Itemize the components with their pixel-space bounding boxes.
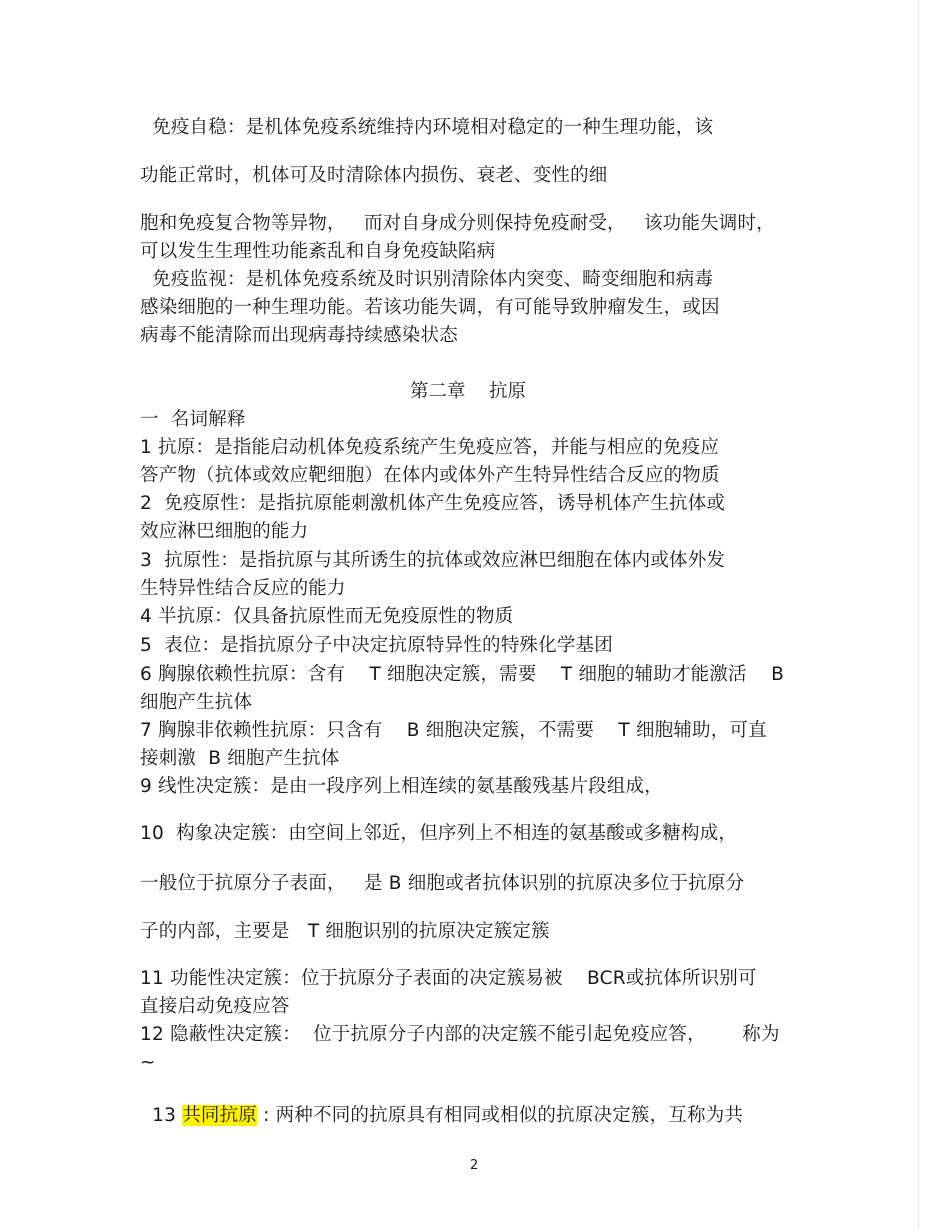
text-line: 细胞产生抗体: [140, 692, 253, 713]
text-line: 11 功能性决定簇：位于抗原分子表面的决定簇易被 BCR或抗体所识别可: [140, 968, 757, 989]
text-line: 6 胸腺依赖性抗原：含有 T 细胞决定簇，需要 T 细胞的辅助才能激活 B: [140, 664, 784, 685]
text-line: 生特异性结合反应的能力: [140, 578, 346, 599]
text-line: 1 抗原：是指能启动机体免疫系统产生免疫应答，并能与相应的免疫应: [140, 437, 720, 458]
text-line: 免疫自稳：是机体免疫系统维持内环境相对稳定的一种生理功能，该: [140, 117, 714, 138]
text-line: 直接启动免疫应答: [140, 996, 290, 1017]
text-line: 一般位于抗原分子表面， 是 B 细胞或者抗体识别的抗原决多位于抗原分: [140, 873, 745, 894]
item-number: 13: [152, 1105, 183, 1126]
text-line: 3 抗原性：是指抗原与其所诱生的抗体或效应淋巴细胞在体内或体外发: [140, 550, 726, 571]
text-line: 12 隐蔽性决定簇： 位于抗原分子内部的决定簇不能引起免疫应答， 称为: [140, 1024, 780, 1045]
page-edge: [918, 0, 919, 1230]
chapter-title: 第二章 抗原: [410, 381, 527, 402]
text-line: 10 构象决定簇：由空间上邻近，但序列上不相连的氨基酸或多糖构成，: [140, 823, 738, 844]
text-line: ~: [140, 1052, 156, 1073]
highlighted-term: 共同抗原: [182, 1105, 258, 1126]
text-line: 接刺激 B 细胞产生抗体: [140, 748, 340, 769]
text-line: 5 表位：是指抗原分子中决定抗原特异性的特殊化学基团: [140, 635, 613, 656]
text-line: 答产物（抗体或效应靶细胞）在体内或体外产生特异性结合反应的物质: [140, 465, 720, 486]
section-heading: 一 名词解释: [140, 409, 246, 430]
text-line: 子的内部，主要是 T 细胞识别的抗原决定簇定簇: [140, 921, 550, 942]
text-line: 病毒不能清除而出现病毒持续感染状态: [140, 325, 458, 346]
text-line: 9 线性决定簇：是由一段序列上相连续的氨基酸残基片段组成，: [140, 776, 663, 797]
text-line: 可以发生生理性功能紊乱和自身免疫缺陷病: [140, 241, 496, 262]
page-number: 2: [470, 1158, 479, 1173]
text-line: 4 半抗原：仅具备抗原性而无免疫原性的物质: [140, 606, 514, 627]
text-line: 感染细胞的一种生理功能。若该功能失调，有可能导致肿瘤发生，或因: [140, 297, 720, 318]
definition-text: : 两种不同的抗原具有相同或相似的抗原决定簇，互称为共: [257, 1105, 744, 1126]
text-line: 效应淋巴细胞的能力: [140, 521, 309, 542]
text-line: 功能正常时，机体可及时清除体内损伤、衰老、变性的细: [140, 165, 608, 186]
text-line: 胞和免疫复合物等异物， 而对自身成分则保持免疫耐受， 该功能失调时，: [140, 213, 775, 234]
text-line: 免疫监视：是机体免疫系统及时识别清除体内突变、畸变细胞和病毒: [140, 269, 714, 290]
text-line: 2 免疫原性：是指抗原能刺激机体产生免疫应答，诱导机体产生抗体或: [140, 493, 726, 514]
text-line: 7 胸腺非依赖性抗原：只含有 B 细胞决定簇，不需要 T 细胞辅助，可直: [140, 720, 767, 741]
text-line-highlighted: [140, 1080, 743, 1128]
